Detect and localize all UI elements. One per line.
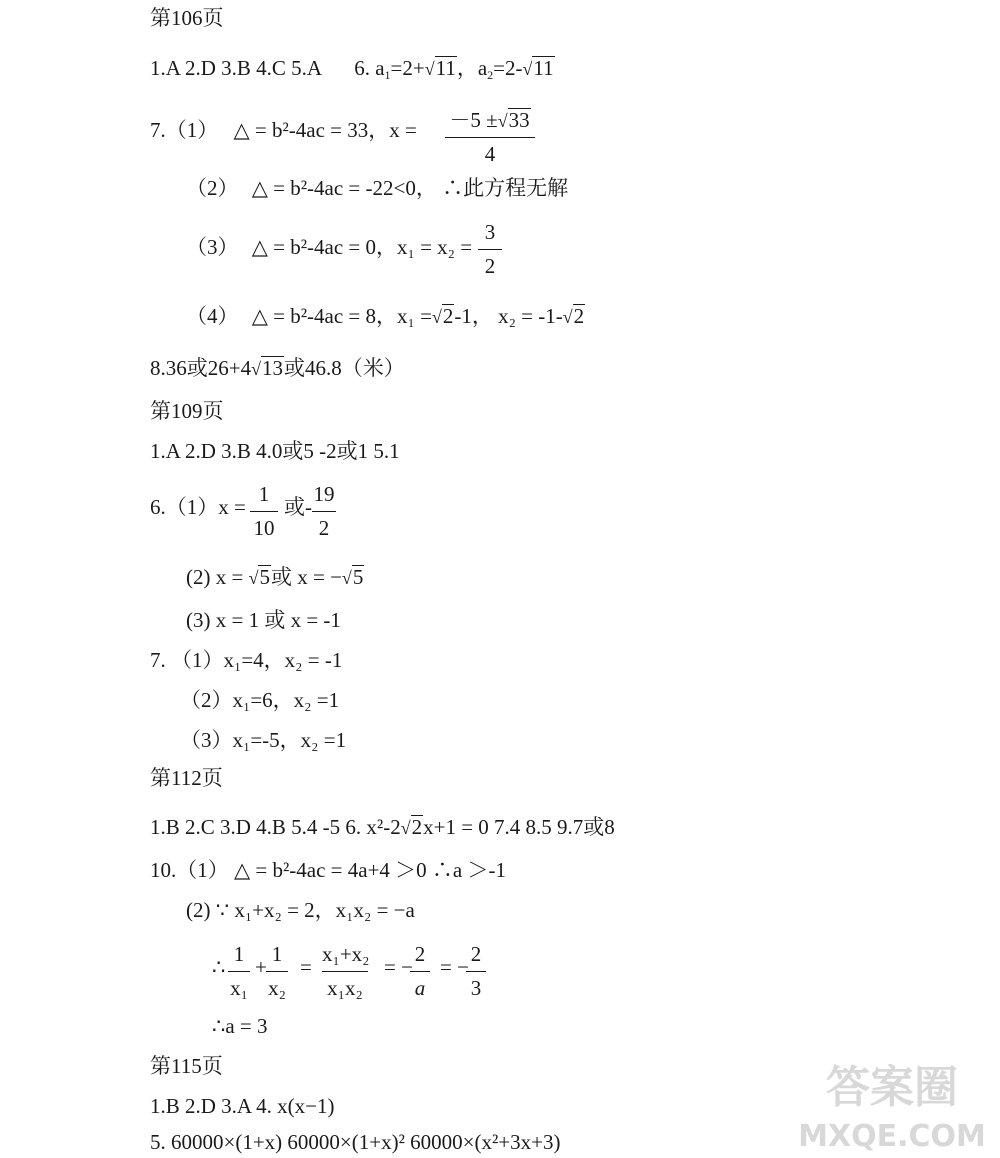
answer-line-109-q1-5: 1.A 2.D 3.B 4.0或5 -2或1 5.1	[150, 439, 400, 463]
q7-1-text: △ = b²-4ac = 33，x =	[233, 118, 417, 142]
q6-1-fraction-2	[312, 484, 336, 539]
q10-f1-denominator: x₁	[230, 976, 248, 1000]
q6-1-denominator-2: 2	[318, 516, 330, 540]
q10-f2-denominator: x₂	[268, 976, 286, 1000]
q7-4-text2: -1， x₂ = -1-	[454, 304, 563, 328]
q7-3-fraction	[478, 222, 502, 277]
q10-plus: +	[255, 955, 267, 979]
q8-suffix: 或46.8（米）	[283, 356, 405, 380]
q7-1-num-radicand: 33	[508, 108, 530, 132]
q7-3-numerator: 3	[484, 220, 496, 244]
answer-line-115-q1-4: 1.B 2.D 3.A 4. x(x−1)	[150, 1094, 335, 1118]
q10-fraction-4	[410, 944, 430, 999]
q7-4-label: （4）	[186, 304, 239, 328]
q10-fraction-3	[322, 944, 368, 999]
q7-1-fraction: －5 ±√33 4	[445, 108, 535, 165]
q10-f3-denominator: x₁x₂	[327, 976, 363, 1000]
q10-f2-numerator: 1	[271, 942, 283, 966]
q7-1-label: 7.（1）	[150, 118, 219, 142]
q6-a1-prefix: a	[375, 56, 385, 80]
q6-a1-sub: 1	[384, 68, 391, 82]
heading-page-109: 第109页	[150, 399, 224, 423]
q6-a2-eq: =2-	[493, 56, 523, 80]
q7-3-label: （3）	[186, 235, 239, 259]
q6-2-mid: 或 x = −	[270, 565, 342, 589]
q10-f4-denominator: a	[414, 976, 426, 1000]
q6-label: 6.	[354, 56, 370, 80]
q6-1-fraction-1	[250, 484, 278, 539]
q6-2-label: (2) x =	[186, 565, 249, 589]
q6-sep: ，	[456, 56, 478, 80]
answer-106-q7-2	[186, 178, 568, 199]
q7-2-text: △ = b²-4ac = -22<0， ∴此方程无解	[251, 176, 569, 200]
q6-a2-prefix: a	[477, 56, 488, 80]
q6-2-radicand1: 5	[259, 565, 270, 589]
q6-a2-sub: 2	[487, 68, 494, 82]
answer-109-q6-1: 6.（1）x =	[150, 495, 246, 519]
q10-f4-numerator: 2	[414, 942, 426, 966]
q7-3-text: △ = b²-4ac = 0，x₁ = x₂ =	[251, 235, 473, 259]
answer-line-106-q1-6: 1.A 2.D 3.B 4.C 5.A 6. $a_1=2+√11$，$a_2=2-√11$	[150, 56, 554, 82]
q6-1-denominator-1: 10	[253, 516, 275, 540]
q6-a2-radicand: 11	[533, 56, 554, 80]
answers-q1-5: 1.A 2.D 3.B 4.C 5.A	[150, 56, 321, 80]
watermark-logo	[792, 1050, 992, 1154]
q8-radicand: 13	[261, 356, 283, 380]
q10-eq-3: = −	[440, 955, 469, 979]
q6-radicand: 2	[411, 815, 423, 839]
answer-115-q5: 5. 60000×(1+x) 60000×(1+x)² 60000×(x²+3x+3)	[150, 1130, 561, 1154]
q8-prefix: 8.36或26+4	[150, 356, 252, 380]
answer-106-q7-4: （4） △ = b²-4ac = 8，x₁ =√2-1， x₂ = -1-√2	[186, 304, 585, 328]
heading-page-115: 第115页	[150, 1054, 223, 1078]
q6-9-suffix: x+1 = 0 7.4 8.5 9.7或8	[423, 815, 615, 839]
q7-4-radicand1: 2	[442, 304, 454, 328]
answer-106-q7-3	[186, 237, 472, 258]
answer-106-q7-1	[150, 120, 417, 141]
heading-page-106: 第106页	[150, 6, 224, 30]
q6-1-or: 或-	[284, 495, 312, 519]
q7-3-denominator: 2	[484, 254, 496, 278]
q6-1-numerator-2: 19	[313, 482, 335, 506]
heading-page-112: 第112页	[150, 766, 223, 790]
watermark-top-text: 答案圈	[826, 1062, 958, 1113]
q10-f3-numerator: x₁+x₂	[322, 942, 370, 966]
answer-109-q7-2: （2）x₁=6，x₂ =1	[180, 688, 340, 712]
q10-fraction-1	[228, 944, 250, 999]
q10-f5-denominator: 3	[470, 976, 482, 1000]
answer-line-112-q1-9: 1.B 2.C 3.D 4.B 5.4 -5 6. x²-2√2x+1 = 0 7.4 8.5 9.7或8	[150, 815, 615, 839]
q6-a1-eq: =2+	[390, 56, 425, 80]
watermark-bottom-text: MXQE.COM	[798, 1119, 986, 1154]
q7-4-text1: △ = b²-4ac = 8，x₁ =	[251, 304, 432, 328]
q10-eq-2: = −	[384, 955, 413, 979]
q7-4-radicand2: 2	[573, 304, 585, 328]
answer-112-q10-2: (2) ∵ x₁+x₂ = 2，x₁x₂ = −a	[186, 898, 415, 922]
answer-109-q7-3: （3）x₁=-5，x₂ =1	[180, 728, 347, 752]
q10-f1-numerator: 1	[233, 942, 245, 966]
q1-6-prefix: 1.B 2.C 3.D 4.B 5.4 -5 6. x²-2	[150, 815, 401, 839]
q10-result: ∴a = 3	[212, 1014, 268, 1038]
q7-1-denominator: 4	[484, 142, 496, 166]
answer-109-q6-3: (3) x = 1 或 x = -1	[186, 608, 341, 632]
q6-1-numerator-1: 1	[258, 482, 270, 506]
q10-therefore: ∴	[212, 955, 226, 979]
q10-fraction-5	[466, 944, 486, 999]
q7-1-numerator: －5 ±	[449, 108, 498, 132]
answer-106-q8: 8.36或26+4√13或46.8（米）	[150, 356, 405, 380]
answer-109-q6-2: (2) x = √5或 x = −√5	[186, 565, 364, 589]
q6-a1-radicand: 11	[435, 56, 456, 80]
answer-112-q10-1: 10.（1） △ = b²-4ac = 4a+4 ＞0 ∴a ＞-1	[150, 858, 506, 882]
q7-2-label: （2）	[186, 176, 239, 200]
q10-f5-numerator: 2	[470, 942, 482, 966]
answer-109-q7-1: 7. （1）x₁=4，x₂ = -1	[150, 648, 343, 672]
q10-eq-1: =	[300, 955, 312, 979]
q10-fraction-2	[266, 944, 288, 999]
q6-2-radicand2: 5	[352, 565, 364, 589]
